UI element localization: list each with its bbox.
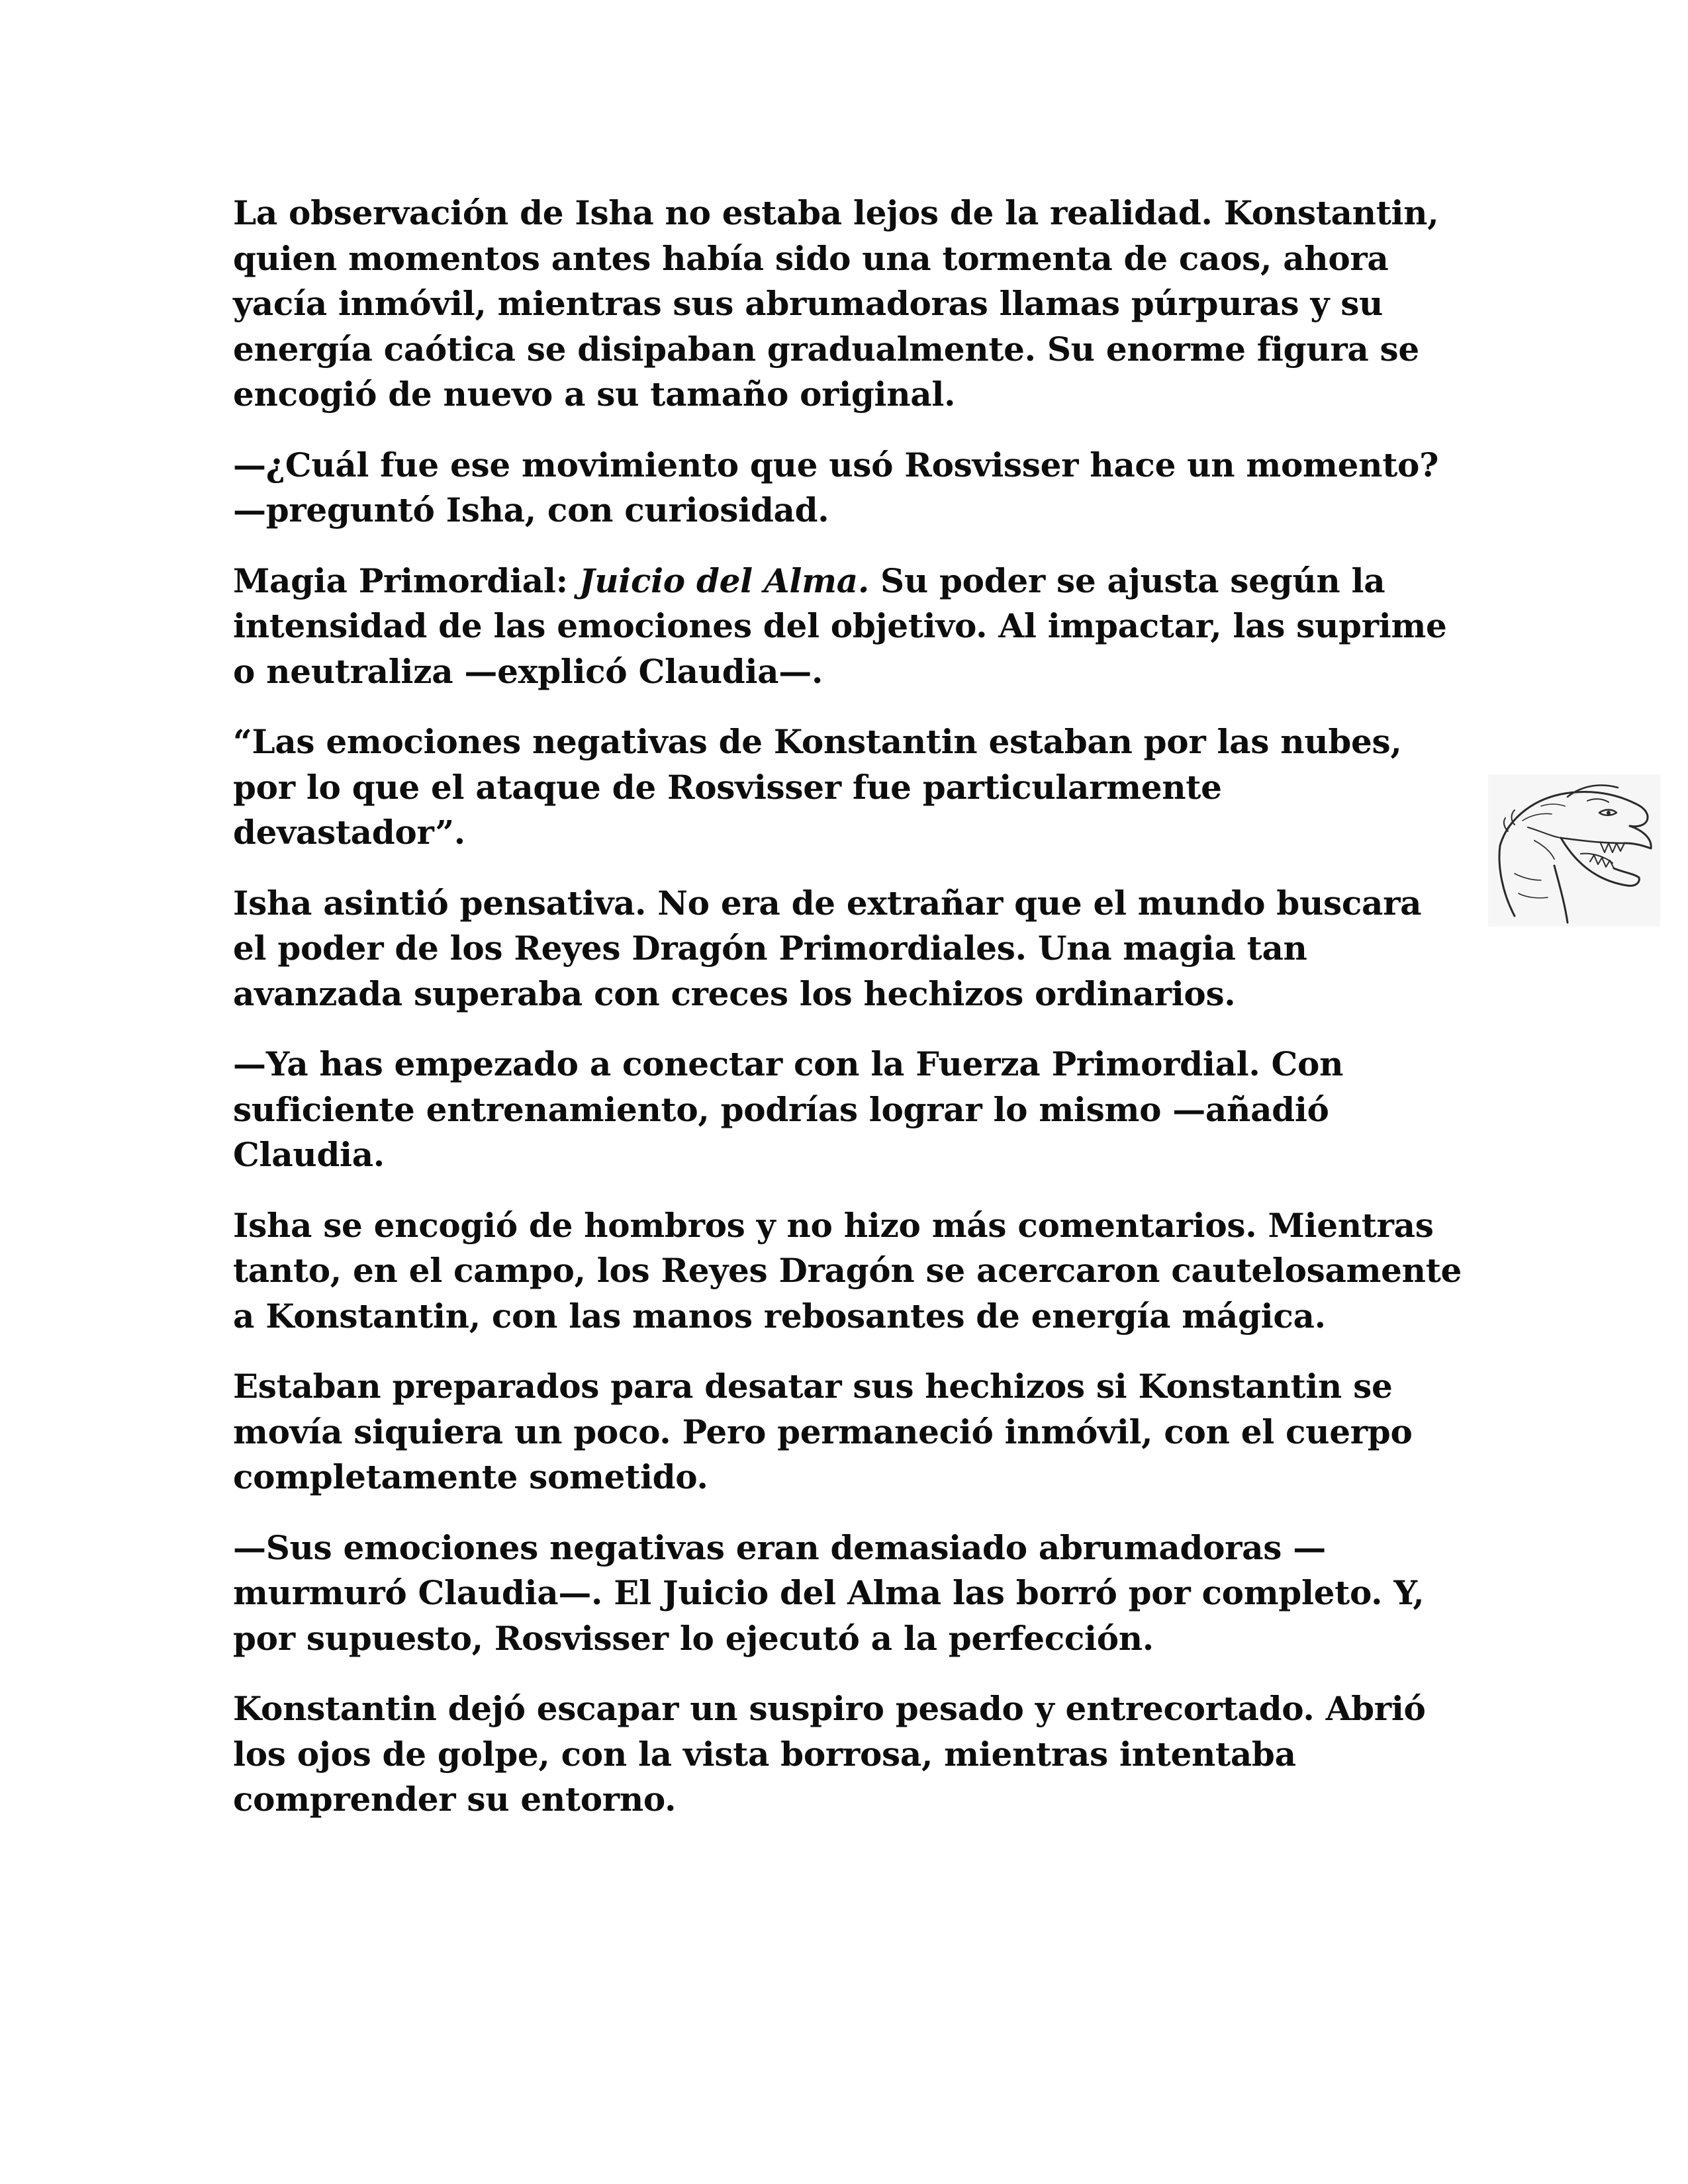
paragraph: [233, 559, 1464, 695]
paragraph: —¿Cuál fue ese movimiento que usó Rosvisser hace un momento? —preguntó Isha, con curiosidad.: [233, 445, 1439, 529]
paragraph-rest: Su poder se ajusta según la intensidad de las emociones del objetivo. Al impactar, las suprime o neutraliza —explicó Claudia—.: [233, 561, 1447, 691]
paragraph: Estaban preparados para desatar sus hechizos si Konstantin se movía siquiera un poco. Pero permaneció inmóvil, con el cuerpo completamente sometido.: [233, 1367, 1413, 1496]
paragraph: “Las emociones negativas de Konstantin estaban por las nubes, por lo que el ataque de Rosvisser fue particularmente devastador”.: [233, 722, 1402, 852]
paragraph: Isha asintió pensativa. No era de extrañar que el mundo buscara el poder de los Reyes Dragón Primordiales. Una magia tan avanzada superaba con creces los hechizos ordinarios.: [233, 883, 1422, 1013]
spell-name: Juicio del Alma.: [579, 561, 869, 600]
paragraph: Isha se encogió de hombros y no hizo más comentarios. Mientras tanto, en el campo, los Reyes Dragón se acercaron cautelosamente a Konstantin, con las manos rebosantes de energía mágica.: [233, 1205, 1462, 1336]
dragon-head-sketch-icon: [1488, 774, 1660, 927]
paragraph: —Sus emociones negativas eran demasiado abrumadoras — murmuró Claudia—. El Juicio del Alma las borró por completo. Y, por supuesto, Rosvisser lo ejecutó a la perfección.: [233, 1527, 1425, 1658]
body-text: [233, 191, 1464, 1848]
paragraph: —Ya has empezado a conectar con la Fuerza Primordial. Con suficiente entrenamiento, podrías lograr lo mismo —añadió Claudia.: [233, 1044, 1344, 1174]
paragraph-lead: Magia Primordial:: [233, 561, 579, 600]
paragraph: La observación de Isha no estaba lejos de la realidad. Konstantin, quien momentos antes había sido una tormenta de caos, ahora yacía inmóvil, mientras sus abrumadoras llamas púrpuras y su energía caótica se disipaban gradualmente. Su enorme figura se encogió de nuevo a su tamaño original.: [233, 193, 1439, 414]
paragraph: Konstantin dejó escapar un suspiro pesado y entrecortado. Abrió los ojos de golpe, con la vista borrosa, mientras intentaba comprender su entorno.: [233, 1689, 1426, 1819]
